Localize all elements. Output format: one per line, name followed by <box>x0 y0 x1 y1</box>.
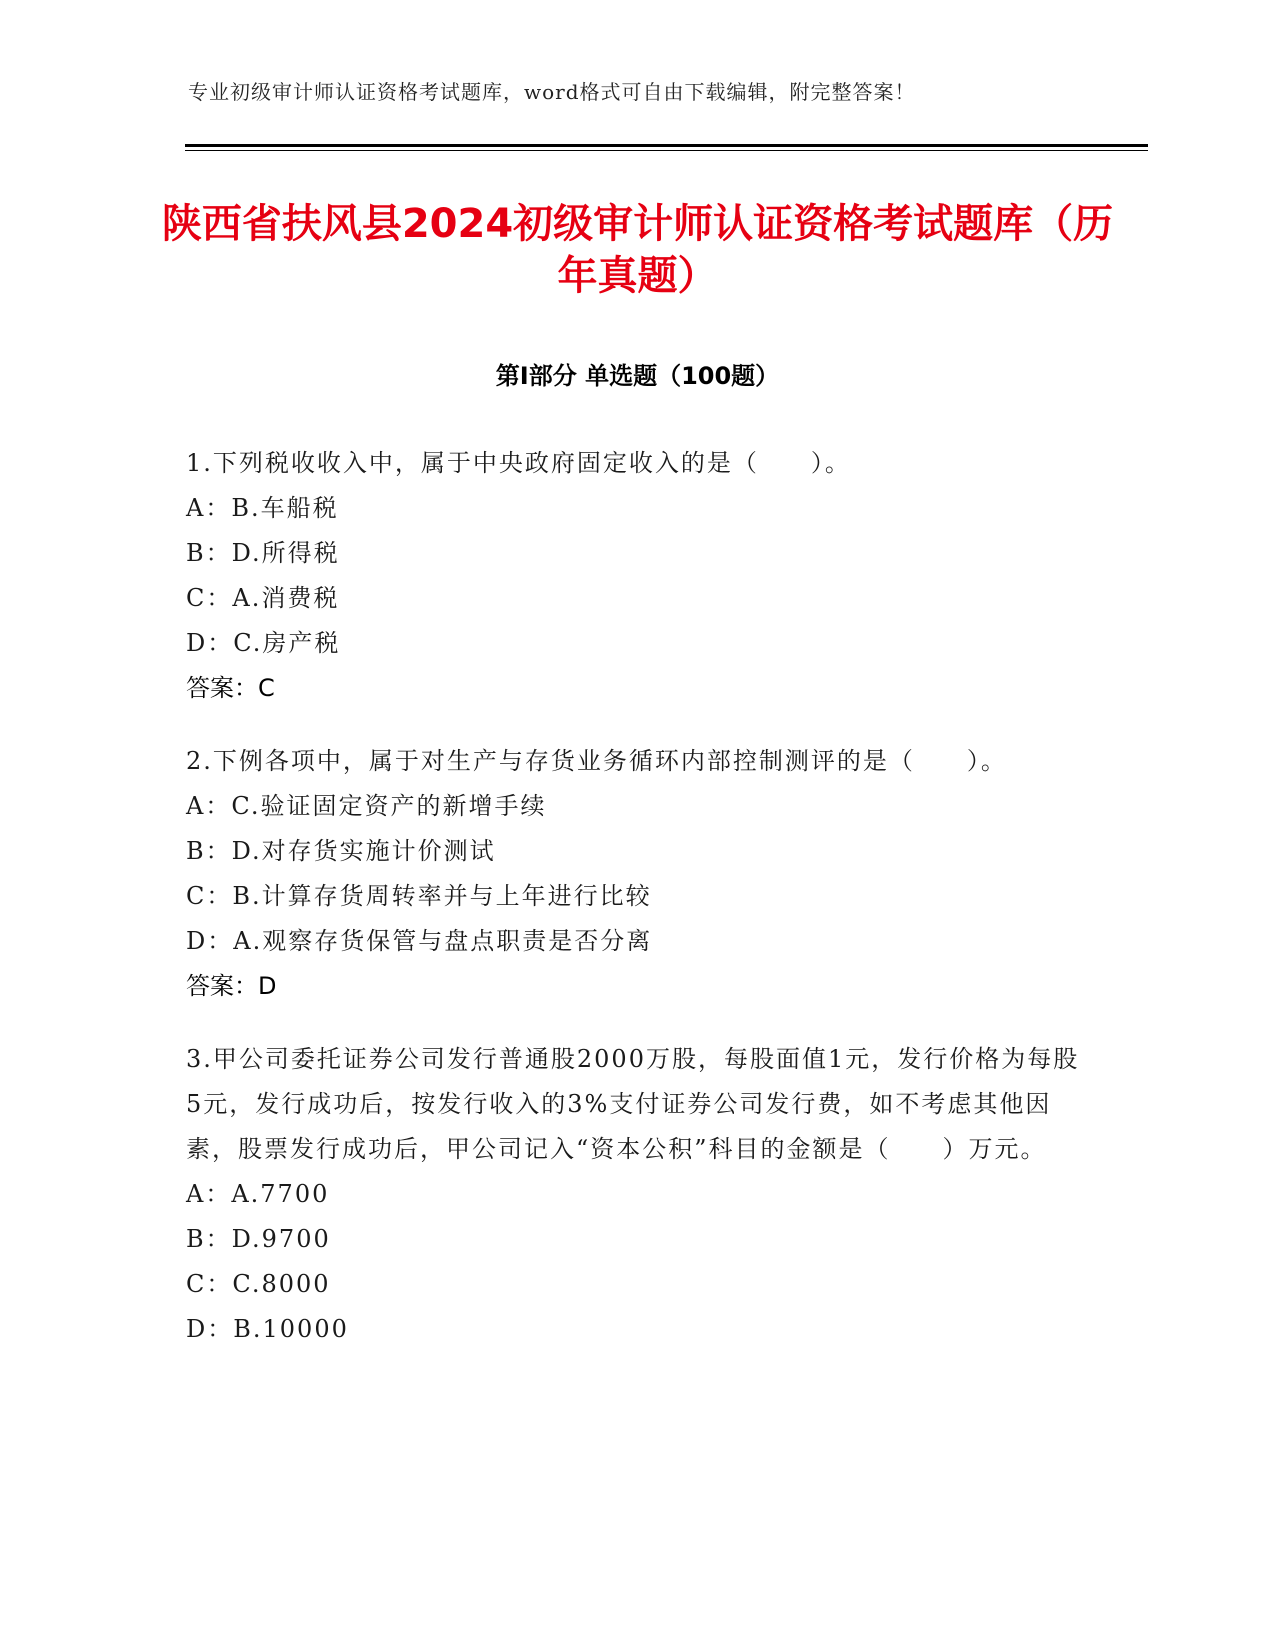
question-stem: 1.下列税收收入中，属于中央政府固定收入的是（ ）。 <box>186 449 851 477</box>
option-a: A：B.车船税 <box>186 494 339 522</box>
question-stem: 3.甲公司委托证券公司发行普通股2000万股，每股面值1元，发行价格为每股5元，发行成功后，按发行收入的3%支付证券公司发行费，如不考虑其他因素，股票发行成功后，甲公司记入“资本公积”科目的金额是（ ）万元。 <box>186 1045 1080 1163</box>
answer-line: 答案：C <box>186 674 275 702</box>
option-d: D：B.10000 <box>186 1315 349 1343</box>
header-note: 专业初级审计师认证资格考试题库，word格式可自由下载编辑，附完整答案！ <box>188 80 916 104</box>
option-b: B：D.所得税 <box>186 539 340 567</box>
document-title: 陕西省扶风县2024初级审计师认证资格考试题库（历年真题） <box>161 201 1114 299</box>
option-a: A：A.7700 <box>186 1180 330 1208</box>
question-3 <box>186 1037 1086 1352</box>
option-d: D：A.观察存货保管与盘点职责是否分离 <box>186 927 653 955</box>
option-c: C：C.8000 <box>186 1270 331 1298</box>
option-c: C：A.消费税 <box>186 584 340 612</box>
header-divider-thick <box>185 144 1148 147</box>
question-stem: 2.下例各项中，属于对生产与存货业务循环内部控制测评的是（ ）。 <box>186 747 1007 775</box>
option-d: D：C.房产税 <box>186 629 341 657</box>
option-a: A：C.验证固定资产的新增手续 <box>186 792 547 820</box>
section-title: 第Ⅰ部分 单选题（100题） <box>495 362 780 390</box>
question-2 <box>186 739 1086 1009</box>
option-b: B：D.对存货实施计价测试 <box>186 837 496 865</box>
option-c: C：B.计算存货周转率并与上年进行比较 <box>186 882 652 910</box>
question-list <box>186 441 1086 1380</box>
question-1 <box>186 441 1086 711</box>
option-b: B：D.9700 <box>186 1225 331 1253</box>
answer-line: 答案：D <box>186 972 277 1000</box>
header-divider-thin <box>185 150 1148 151</box>
